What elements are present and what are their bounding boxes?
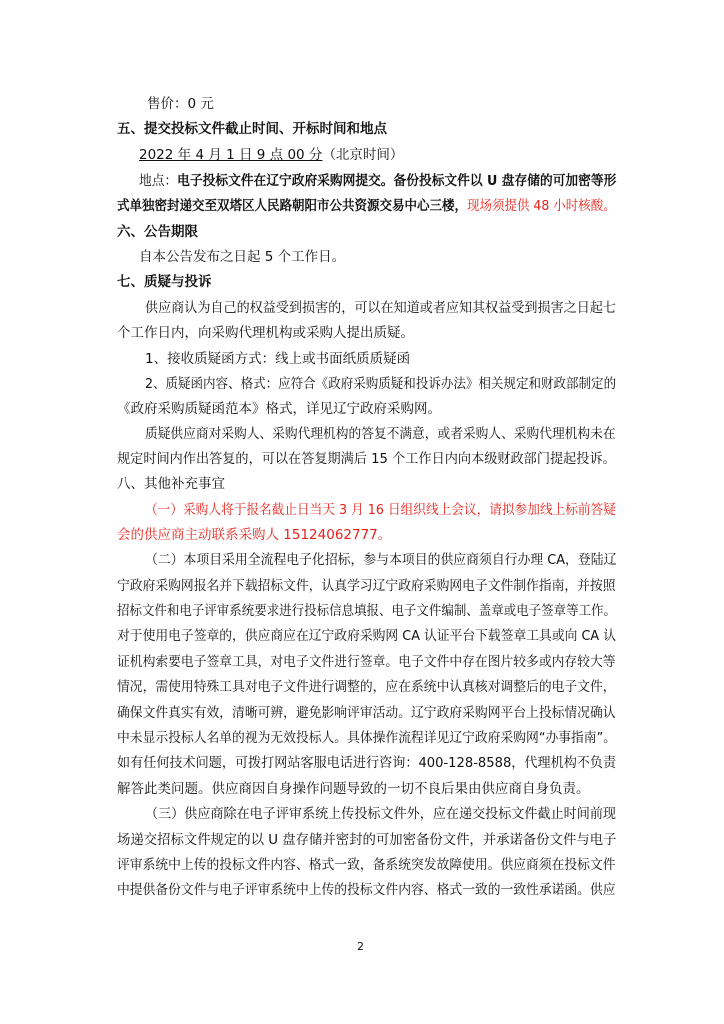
complaint-item-2-line-1: 2、质疑函内容、格式：应符合《政府采购质疑和投诉办法》相关规定和财政部制定的 bbox=[145, 376, 617, 392]
section-7-title: 七、质疑与投诉 bbox=[117, 274, 212, 290]
complaint-item-2-line-2: 《政府采购质疑函范本》格式，详见辽宁政府采购网。 bbox=[117, 401, 441, 417]
section-5-title: 五、提交投标文件截止时间、开标时间和地点 bbox=[117, 121, 387, 137]
place-line-1 bbox=[139, 171, 616, 191]
e-tender-line-6: 情况，需使用特殊工具对电子文件进行调整的，应在系统中认真核对调整后的电子文件， bbox=[117, 679, 616, 695]
backup-file-line-1: （三）供应商除在电子评审系统上传投标文件外，应在递交投标文件截止时间前现 bbox=[145, 806, 616, 822]
backup-file-line-3: 评审系统中上传的投标文件内容、格式一致，备系统突发故障使用。供应商须在投标文件 bbox=[117, 857, 616, 873]
e-tender-line-1: （二）本项目采用全流程电子化招标，参与本项目的供应商须自行办理 CA，登陆辽 bbox=[145, 552, 617, 568]
complaint-para-2-line-2: 规定时间内作出答复的，可以在答复期满后 15 个工作日内向本级财政部门提起投诉。 bbox=[117, 451, 616, 467]
deadline-date: 2022 年 4 月 1 日 9 点 00 分 bbox=[139, 147, 323, 163]
place-text-2: 式单独密封递交至双塔区人民路朝阳市公共资源交易中心三楼， bbox=[117, 198, 467, 214]
price-line: 售价：0 元 bbox=[147, 96, 214, 112]
deadline-timezone: （北京时间） bbox=[322, 147, 404, 163]
section-8-title: 八、其他补充事宜 bbox=[117, 476, 225, 492]
deadline-line bbox=[139, 145, 403, 165]
page-number: 2 bbox=[357, 940, 364, 953]
e-tender-line-3: 招标文件和电子评审系统要求进行投标信息填报、电子文件编制、盖章或电子签章等工作。 bbox=[117, 603, 616, 619]
section-6-title: 六、公告期限 bbox=[117, 224, 198, 240]
e-tender-line-7: 确保文件真实有效，清晰可辨，避免影响评审活动。辽宁政府采购网平台上投标情况确认 bbox=[117, 705, 616, 721]
e-tender-line-10: 解答此类问题。供应商因自身操作问题导致的一切不良后果由供应商自身负责。 bbox=[117, 781, 590, 797]
e-tender-line-8: 中未显示投标人名单的视为无效投标人。具体操作流程详见辽宁政府采购网“办事指南”。 bbox=[117, 730, 616, 746]
e-tender-line-5: 证机构索要电子签章工具，对电子文件进行签章。电子文件中存在图片较多或内存较大等 bbox=[117, 654, 616, 670]
place-text-1: 电子投标文件在辽宁政府采购网提交。备份投标文件以 U 盘存储的可加密等形 bbox=[177, 173, 617, 189]
complaint-para-1-line-1: 供应商认为自己的权益受到损害的，可以在知道或者应知其权益受到损害之日起七 bbox=[145, 300, 616, 316]
backup-file-line-2: 场递交招标文件规定的以 U 盘存储并密封的可加密备份文件，并承诺备份文件与电子 bbox=[117, 832, 617, 848]
covid-test-notice: 现场须提供 48 小时核酸。 bbox=[466, 198, 616, 214]
online-meeting-line-1: （一）采购人将于报名截止日当天 3 月 16 日组织线上会议，请拟参加线上标前答疑 bbox=[145, 502, 616, 518]
complaint-para-2-line-1: 质疑供应商对采购人、采购代理机构的答复不满意，或者采购人、采购代理机构未在 bbox=[145, 426, 616, 442]
e-tender-line-2: 宁政府采购网报名并下载招标文件，认真学习辽宁政府采购网电子文件制作指南，并按照 bbox=[117, 578, 616, 594]
online-meeting-line-2: 会的供应商主动联系采购人 15124062777。 bbox=[117, 527, 392, 543]
place-line-2 bbox=[117, 196, 616, 216]
e-tender-line-9: 如有任何技术问题，可拨打网站客服电话进行咨询：400-128-8588，代理机构不负责 bbox=[117, 755, 617, 771]
complaint-para-1-line-2: 个工作日内，向采购代理机构或采购人提出质疑。 bbox=[117, 325, 414, 341]
e-tender-line-4: 对于使用电子签章的，供应商应在辽宁政府采购网 CA 认证平台下载签章工具或向 CA 认 bbox=[117, 628, 616, 644]
announcement-period: 自本公告发布之日起 5 个工作日。 bbox=[139, 249, 346, 265]
complaint-item-1: 1、接收质疑函方式：线上或书面纸质质疑函 bbox=[145, 351, 411, 367]
backup-file-line-4: 中提供备份文件与电子评审系统中上传的投标文件内容、格式一致的一致性承诺函。供应 bbox=[117, 882, 616, 898]
place-label: 地点： bbox=[139, 173, 178, 189]
